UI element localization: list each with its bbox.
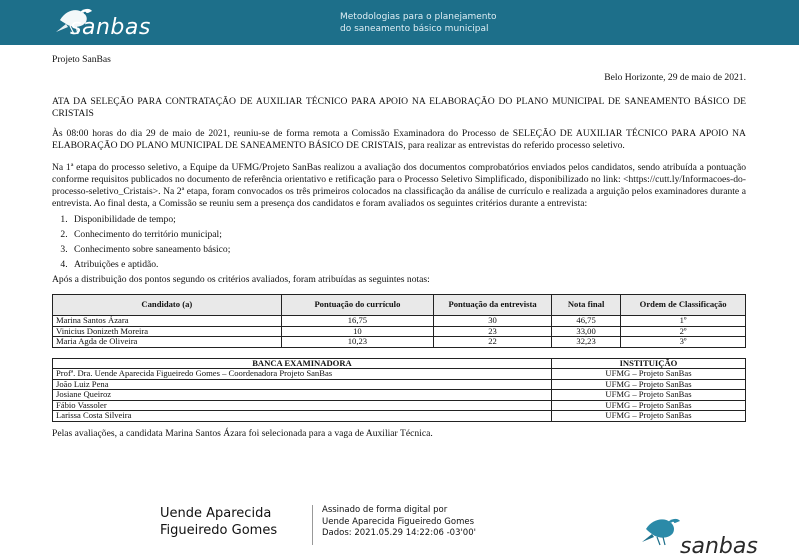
tagline-line-1: Metodologias para o planejamento xyxy=(340,12,497,22)
signature-info-line-3: Dados: 2021.05.29 14:22:06 -03'00' xyxy=(322,528,476,538)
cell-member: Josiane Queiroz xyxy=(53,390,552,401)
paragraph-process: Na 1ª etapa do processo seletivo, a Equipe da UFMG/Projeto SanBas realizou a avaliação dos documentos comprobatórios enviados pelos candidatos, sendo atribuída a pontuação conforme requisitos publicados no documento de referência orientativo e retificação para o Processo Seletivo Simplificado, disponibilizado no link: <https://cutt.ly/Informacoes-do-processo-seletivo_Cristais>. Na 2ª etapa, foram convocados os três primeiros colocados na classificação da análise de currículo e realizada a arguição pelos examinadores durante a entrevista. Ao final desta, a Comissão se reuniu sem a presença dos candidatos e foram avaliados os seguintes critérios durante a entrevista: xyxy=(52,162,746,209)
column-header-rank: Ordem de Classificação xyxy=(621,295,746,316)
cell-institution: UFMG – Projeto SanBas xyxy=(551,369,745,380)
project-name: Projeto SanBas xyxy=(52,54,111,65)
paragraph-scores-intro: Após a distribuição dos pontos segundo os critérios avaliados, foram atribuídas as seguintes notas: xyxy=(52,274,430,285)
list-item: 1. Disponibilidade de tempo; xyxy=(70,214,746,226)
list-item: 4. Atribuições e aptidão. xyxy=(70,259,746,271)
criteria-list xyxy=(52,214,746,271)
cell-curriculum: 10 xyxy=(281,326,433,337)
table-header-row xyxy=(53,358,746,369)
column-header-board: BANCA EXAMINADORA xyxy=(53,358,552,369)
table-row xyxy=(53,316,746,327)
cell-final: 32,23 xyxy=(551,337,620,348)
conclusion: Pelas avaliações, a candidata Marina Santos Ázara foi selecionada para a vaga de Auxiliar Técnica. xyxy=(52,427,433,439)
column-header-institution: INSTITUIÇÃO xyxy=(551,358,745,369)
cell-interview: 30 xyxy=(434,316,552,327)
header-logo-text: sanbas xyxy=(70,15,151,40)
page-header xyxy=(0,0,799,45)
place-date: Belo Horizonte, 29 de maio de 2021. xyxy=(604,72,746,83)
table-row xyxy=(53,379,746,390)
cell-institution: UFMG – Projeto SanBas xyxy=(551,379,745,390)
cell-candidate: Vinicius Donizeth Moreira xyxy=(53,326,282,337)
document-title: ATA DA SELEÇÃO PARA CONTRATAÇÃO DE AUXILIAR TÉCNICO PARA APOIO NA ELABORAÇÃO DO PLANO MUNICIPAL DE SANEAMENTO BÁSICO DE CRISTAIS xyxy=(52,96,746,119)
tagline-line-2: do saneamento básico municipal xyxy=(340,24,489,34)
table-row xyxy=(53,369,746,380)
header-tagline xyxy=(340,11,497,35)
list-item: 2. Conhecimento do território municipal; xyxy=(70,229,746,241)
cell-final: 33,00 xyxy=(551,326,620,337)
table-row xyxy=(53,411,746,422)
cell-rank: 2º xyxy=(621,326,746,337)
signature-info-line-2: Uende Aparecida Figueiredo Gomes xyxy=(322,516,475,527)
signature-name-line-1: Uende Aparecida xyxy=(160,506,272,521)
cell-member: Profª. Dra. Uende Aparecida Figueiredo Gomes – Coordenadora Projeto SanBas xyxy=(53,369,552,380)
cell-candidate: Maria Agda de Oliveira xyxy=(53,337,282,348)
cell-member: Larissa Costa Silveira xyxy=(53,411,552,422)
examination-board-table xyxy=(52,358,746,422)
document-body xyxy=(52,54,746,440)
cell-institution: UFMG – Projeto SanBas xyxy=(551,390,745,401)
paragraph-opening: Às 08:00 horas do dia 29 de maio de 2021, reuniu-se de forma remota a Comissão Examinadora do Processo de SELEÇÃO DE AUXILIAR TÉCNICO PARA APOIO NA ELABORAÇÃO DO PLANO MUNICIPAL DE SANEAMENTO BÁSICO DE CRISTAIS, para realizar as entrevistas do referido processo seletivo. xyxy=(52,128,746,151)
cell-rank: 1º xyxy=(621,316,746,327)
cell-member: João Luiz Pena xyxy=(53,379,552,390)
signature-details xyxy=(322,505,476,540)
list-item: 3. Conhecimento sobre saneamento básico; xyxy=(70,244,746,256)
cell-member: Fábio Vassoler xyxy=(53,400,552,411)
column-header-curriculum: Pontuação do currículo xyxy=(281,295,433,316)
table-row xyxy=(53,390,746,401)
table-row xyxy=(53,326,746,337)
table-header-row xyxy=(53,295,746,316)
column-header-final: Nota final xyxy=(551,295,620,316)
cell-institution: UFMG – Projeto SanBas xyxy=(551,411,745,422)
cell-final: 46,75 xyxy=(551,316,620,327)
cell-rank: 3º xyxy=(621,337,746,348)
cell-interview: 22 xyxy=(434,337,552,348)
signature-divider xyxy=(312,505,313,545)
table-row xyxy=(53,400,746,411)
signature-name-line-2: Figueiredo Gomes xyxy=(160,523,278,538)
signature-info-line-1: Assinado de forma digital por xyxy=(322,505,448,515)
scores-table xyxy=(52,294,746,348)
column-header-interview: Pontuação da entrevista xyxy=(434,295,552,316)
footer-logo-text: sanbas xyxy=(680,534,758,559)
cell-institution: UFMG – Projeto SanBas xyxy=(551,400,745,411)
cell-curriculum: 10,23 xyxy=(281,337,433,348)
cell-curriculum: 16,75 xyxy=(281,316,433,327)
signature-name xyxy=(160,505,277,539)
cell-candidate: Marina Santos Ázara xyxy=(53,316,282,327)
cell-interview: 23 xyxy=(434,326,552,337)
column-header-candidate: Candidato (a) xyxy=(53,295,282,316)
table-row xyxy=(53,337,746,348)
